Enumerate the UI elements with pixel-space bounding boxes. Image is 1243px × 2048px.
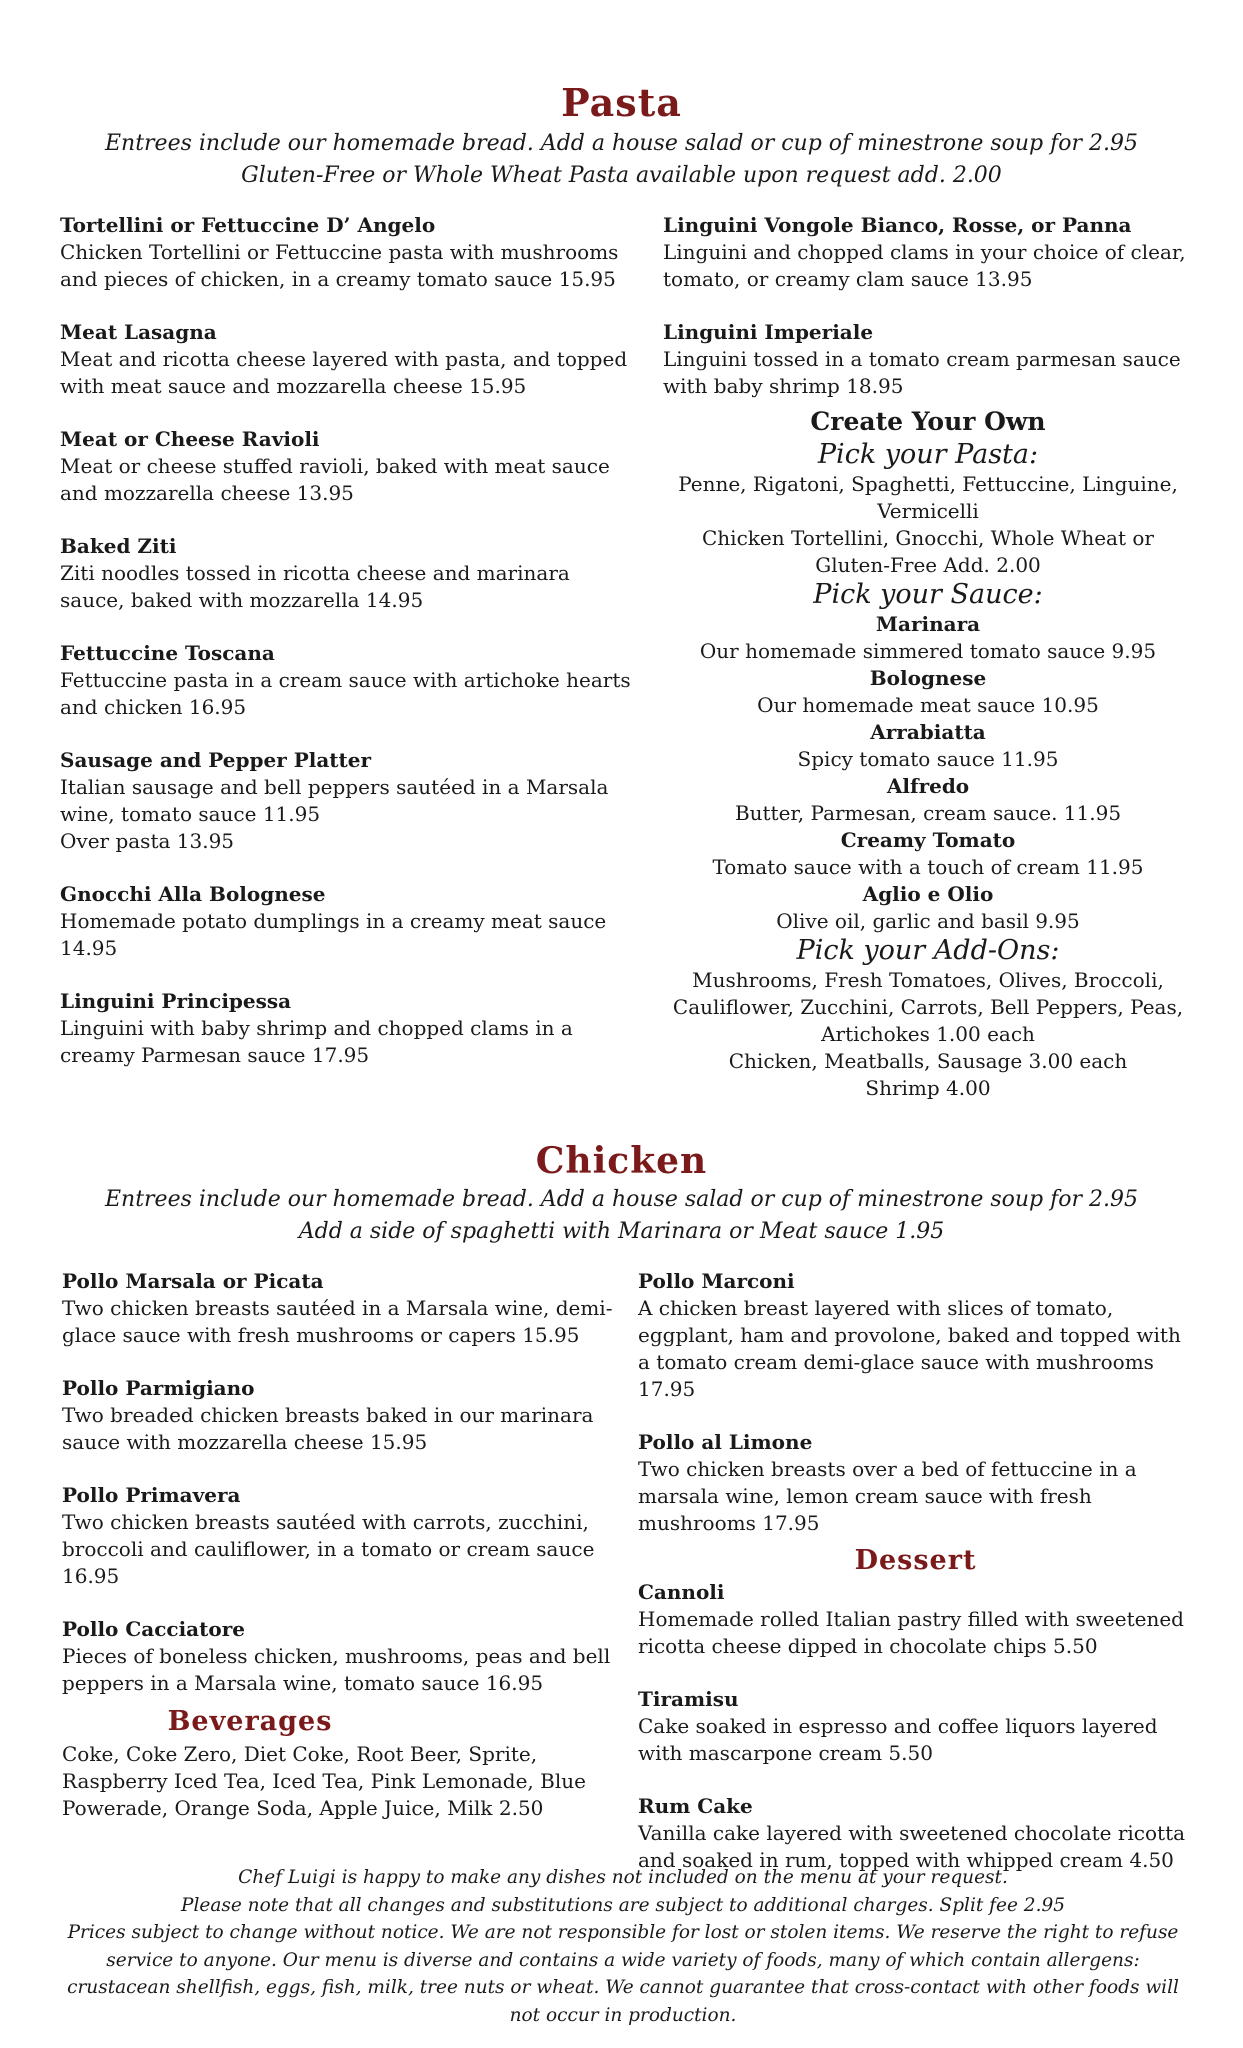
item-description: Fettuccine pasta in a cream sauce with artichoke hearts and chicken 16.95: [60, 668, 631, 719]
item-name: Linguini Vongole Bianco, Rosse, or Panna: [663, 213, 1132, 237]
sauce-name: Aglio e Olio: [862, 882, 994, 906]
menu-item: [62, 1268, 620, 1349]
item-description: Chicken Tortellini or Fettuccine pasta with mushrooms and pieces of chicken, in a creamy tomato sauce 15.95: [60, 240, 619, 291]
pasta-note-gluten: Gluten-Free or Whole Wheat Pasta available upon request add. 2.00: [241, 163, 1002, 188]
pick-sauce-heading: Pick your Sauce:: [813, 579, 1043, 610]
item-name: Cannoli: [638, 1580, 725, 1604]
menu-item: [663, 319, 1193, 400]
create-your-own-title: Create Your Own: [810, 407, 1046, 436]
item-description: Linguini tossed in a tomato cream parmesan sauce with baby shrimp 18.95: [663, 347, 1181, 398]
menu-item: [638, 1268, 1193, 1403]
item-name: Linguini Imperiale: [663, 320, 874, 344]
item-name: Meat Lasagna: [60, 320, 217, 344]
item-description: Two chicken breasts sautéed with carrots, zucchini, broccoli and cauliflower, in a tomato or cream sauce 16.95: [62, 1510, 595, 1588]
item-extra: Over pasta 13.95: [60, 829, 235, 853]
chicken-note-bread: Entrees include our homemade bread. Add a house salad or cup of minestrone soup for 2.95: [104, 1187, 1139, 1212]
item-name: Meat or Cheese Ravioli: [60, 427, 320, 451]
menu-item: [60, 881, 640, 962]
menu-item: [60, 747, 640, 855]
menu-item: [638, 1429, 1193, 1537]
chicken-right-column: [638, 1268, 1193, 1874]
item-name: Sausage and Pepper Platter: [60, 748, 372, 772]
item-name: Pollo Primavera: [62, 1483, 241, 1507]
sauce-description: Olive oil, garlic and basil 9.95: [776, 909, 1080, 933]
addons-shrimp: Shrimp 4.00: [865, 1076, 991, 1100]
pasta-options: Penne, Rigatoni, Spaghetti, Fettuccine, Linguine, Vermicelli: [678, 472, 1178, 523]
footer-chef-note: Chef Luigi is happy to make any dishes not included on the menu at your request.: [238, 1867, 1008, 1888]
pasta-section-title: Pasta: [561, 80, 682, 125]
item-description: Meat or cheese stuffed ravioli, baked with meat sauce and mozzarella cheese 13.95: [60, 454, 610, 505]
pasta-right-column: [663, 212, 1193, 404]
item-name: Pollo Marsala or Picata: [62, 1269, 324, 1293]
pick-addons-heading: Pick your Add-Ons:: [796, 935, 1060, 966]
menu-item: [60, 533, 640, 614]
item-name: Tortellini or Fettuccine D’ Angelo: [60, 213, 436, 237]
item-description: Cake soaked in espresso and coffee liquors layered with mascarpone cream 5.50: [638, 1714, 1158, 1765]
footer-disclaimer: Prices subject to change without notice. We are not responsible for lost or stolen items. We reserve the right to refuse service to anyone. Our menu is diverse and contains a wide variety of foods, many of which contain allergens: crustacean shellfish, eggs, fish, milk, tree nuts or wheat. We cannot guarantee that cross-contact with other foods will not occur in production.: [67, 1922, 1179, 2026]
menu-item: [60, 319, 640, 400]
menu-item: [60, 988, 640, 1069]
sauce-name: Creamy Tomato: [840, 828, 1016, 852]
menu-item: [638, 1579, 1193, 1660]
item-description: Linguini and chopped clams in your choice of clear, tomato, or creamy clam sauce 13.95: [663, 240, 1186, 291]
item-description: Meat and ricotta cheese layered with pasta, and topped with meat sauce and mozzarella cheese 15.95: [60, 347, 628, 398]
item-name: Gnocchi Alla Bolognese: [60, 882, 326, 906]
addons-meat: Chicken, Meatballs, Sausage 3.00 each: [728, 1049, 1128, 1073]
menu-item: [60, 426, 640, 507]
item-name: Tiramisu: [638, 1687, 739, 1711]
item-description: Two breaded chicken breasts baked in our marinara sauce with mozzarella cheese 15.95: [62, 1403, 594, 1454]
sauce-description: Spicy tomato sauce 11.95: [797, 747, 1059, 771]
item-description: A chicken breast layered with slices of tomato, eggplant, ham and provolone, baked and topped with a tomato cream demi-glace sauce with mushrooms 17.95: [638, 1296, 1181, 1401]
beverages-list: Coke, Coke Zero, Diet Coke, Root Beer, Sprite, Raspberry Iced Tea, Iced Tea, Pink Lemonade, Blue Powerade, Orange Soda, Apple Juice, Milk 2.50: [62, 1742, 586, 1820]
item-description: Pieces of boneless chicken, mushrooms, peas and bell peppers in a Marsala wine, tomato sauce 16.95: [62, 1644, 611, 1695]
sauce-name: Arrabiatta: [870, 720, 986, 744]
menu-item: [638, 1686, 1193, 1767]
item-description: Italian sausage and bell peppers sautéed in a Marsala wine, tomato sauce 11.95: [60, 775, 609, 826]
item-name: Linguini Principessa: [60, 989, 292, 1013]
pick-pasta-heading: Pick your Pasta:: [817, 439, 1039, 470]
item-description: Homemade rolled Italian pastry filled with sweetened ricotta cheese dipped in chocolate chips 5.50: [638, 1607, 1184, 1658]
menu-item: [62, 1375, 620, 1456]
item-name: Rum Cake: [638, 1794, 753, 1818]
item-description: Ziti noodles tossed in ricotta cheese and marinara sauce, baked with mozzarella 14.95: [60, 561, 570, 612]
item-description: Homemade potato dumplings in a creamy meat sauce 14.95: [60, 909, 607, 960]
item-name: Pollo Marconi: [638, 1269, 795, 1293]
pasta-options-extra: Chicken Tortellini, Gnocchi, Whole Wheat or Gluten-Free Add. 2.00: [702, 526, 1154, 577]
menu-item: [62, 1616, 620, 1697]
item-name: Fettuccine Toscana: [60, 641, 275, 665]
pasta-note-bread: Entrees include our homemade bread. Add a house salad or cup of minestrone soup for 2.95: [104, 131, 1139, 156]
item-description: Vanilla cake layered with sweetened chocolate ricotta and soaked in rum, topped with whipped cream 4.50: [638, 1821, 1186, 1872]
beverages-title: Beverages: [167, 1706, 333, 1737]
footer: [62, 1864, 1184, 2029]
footer-changes-note: Please note that all changes and substitutions are subject to additional charges. Split fee 2.95: [181, 1894, 1065, 1916]
item-description: Two chicken breasts sautéed in a Marsala wine, demi-glace sauce with fresh mushrooms or capers 15.95: [62, 1296, 613, 1347]
chicken-note-spaghetti: Add a side of spaghetti with Marinara or Meat sauce 1.95: [298, 1219, 945, 1244]
pasta-left-column: [60, 212, 640, 1095]
chicken-left-column: [62, 1268, 620, 1822]
item-name: Pollo al Limone: [638, 1430, 813, 1454]
create-your-own-block: [668, 405, 1188, 1102]
item-description: Linguini with baby shrimp and chopped clams in a creamy Parmesan sauce 17.95: [60, 1016, 573, 1067]
sauce-description: Our homemade meat sauce 10.95: [757, 693, 1099, 717]
item-description: Two chicken breasts over a bed of fettuccine in a marsala wine, lemon cream sauce with fresh mushrooms 17.95: [638, 1457, 1137, 1535]
item-name: Pollo Cacciatore: [62, 1617, 245, 1641]
chicken-section-title: Chicken: [535, 1140, 708, 1182]
dessert-title: Dessert: [854, 1545, 977, 1576]
item-name: Baked Ziti: [60, 534, 177, 558]
addons-veg: Mushrooms, Fresh Tomatoes, Olives, Broccoli, Cauliflower, Zucchini, Carrots, Bell Peppers, Peas, Artichokes 1.00 each: [672, 968, 1184, 1046]
menu-item: [638, 1793, 1193, 1874]
sauce-name: Alfredo: [886, 774, 970, 798]
sauce-name: Marinara: [875, 612, 981, 636]
sauce-description: Tomato sauce with a touch of cream 11.95: [712, 855, 1144, 879]
menu-item: [62, 1482, 620, 1590]
sauce-description: Our homemade simmered tomato sauce 9.95: [699, 639, 1157, 663]
menu-item: [60, 640, 640, 721]
sauce-description: Butter, Parmesan, cream sauce. 11.95: [734, 801, 1122, 825]
menu-item: [663, 212, 1193, 293]
menu-item: [60, 212, 640, 293]
item-name: Pollo Parmigiano: [62, 1376, 255, 1400]
sauce-name: Bolognese: [869, 666, 987, 690]
